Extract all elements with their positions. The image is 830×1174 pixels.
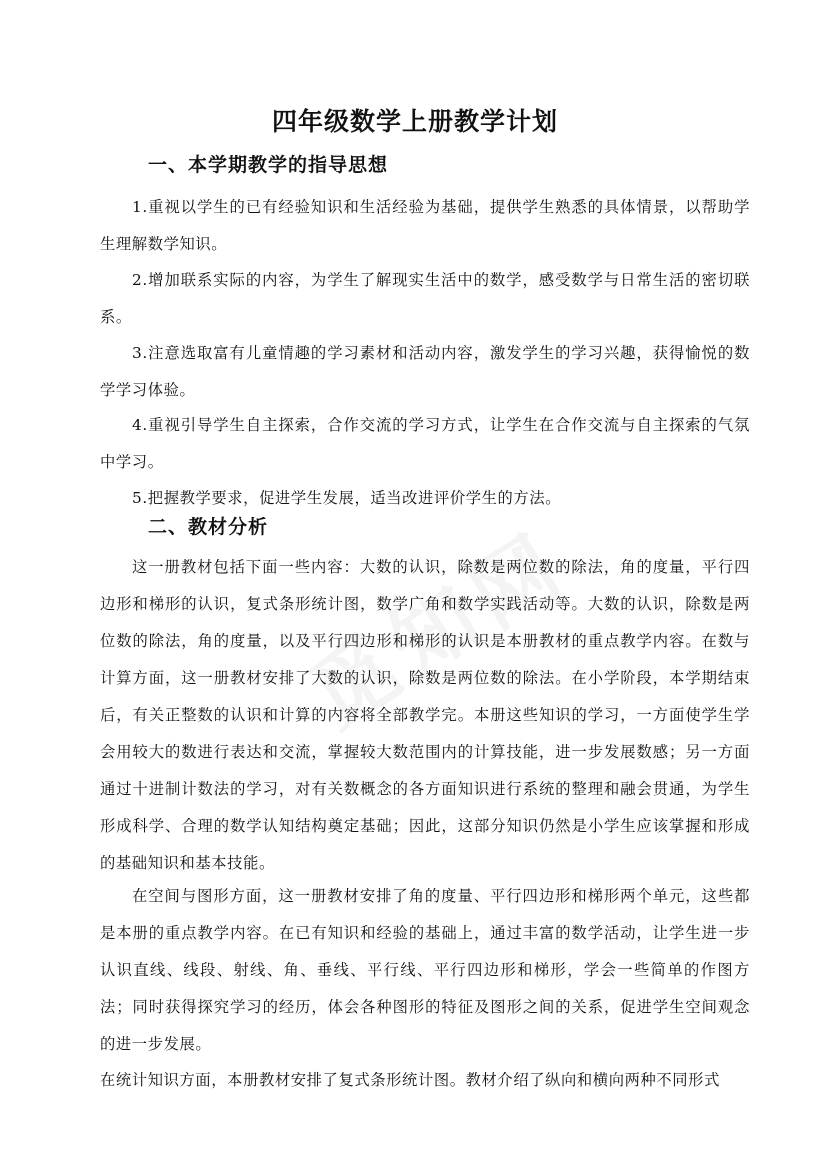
- paragraph-guide-4: 4.重视引导学生自主探索，合作交流的学习方式，让学生在合作交流与自主探索的气氛中学习。: [100, 416, 750, 471]
- paragraph-guide-3: 3.注意选取富有儿童情趣的学习素材和活动内容，激发学生的学习兴趣，获得愉悦的数学学习体验。: [100, 344, 750, 399]
- paragraph-material-3: 在统计知识方面，本册教材安排了复式条形统计图。教材介绍了纵向和横向两种不同形式: [100, 1071, 720, 1089]
- paragraph-material-1: 这一册教材包括下面一些内容：大数的认识，除数是两位数的除法，角的度量，平行四边形和梯形的认识，复式条形统计图，数学广角和数学实践活动等。大数的认识，除数是两位数的除法，角的度量，以及平行四边形和梯形的认识是本册教材的重点教学内容。在数与计算方面，这一册教材安排了大数的认识，除数是两位数的除法。在小学阶段，本学期结束后，有关正整数的认识和计算的内容将全部教学完。本册这些知识的学习，一方面使学生学会用较大的数进行表达和交流，掌握较大数范围内的计算技能，进一步发展数感；另一方面通过十进制计数法的学习，对有关数概念的各方面知识进行系统的整理和融会贯通，为学生形成科学、合理的数学认知结构奠定基础；因此，这部分知识仍然是小学生应该掌握和形成的基础知识和基本技能。: [100, 558, 750, 872]
- paragraph-material-2: 在空间与图形方面，这一册教材安排了角的度量、平行四边形和梯形两个单元，这些都是本册的重点教学内容。在已有知识和经验的基础上，通过丰富的数学活动，让学生进一步认识直线、线段、射线、角、垂线、平行线、平行四边形和梯形，学会一些简单的作图方法；同时获得探究学习的经历，体会各种图形的特征及图形之间的关系，促进学生空间观念的进一步发展。: [100, 887, 750, 1053]
- document-title: 四年级数学上册教学计划: [271, 107, 558, 136]
- section-heading-guiding-ideas: 一、本学期教学的指导思想: [148, 154, 389, 176]
- paragraph-guide-2: 2.增加联系实际的内容，为学生了解现实生活中的数学，感受数学与日常生活的密切联系。: [100, 271, 750, 326]
- paragraph-guide-1: 1.重视以学生的已有经验知识和生活经验为基础，提供学生熟悉的具体情景，以帮助学生理解数学知识。: [100, 198, 750, 253]
- paragraph-guide-5: 5.把握教学要求，促进学生发展，适当改进评价学生的方法。: [132, 489, 562, 507]
- section-heading-material-analysis: 二、教材分析: [148, 516, 269, 538]
